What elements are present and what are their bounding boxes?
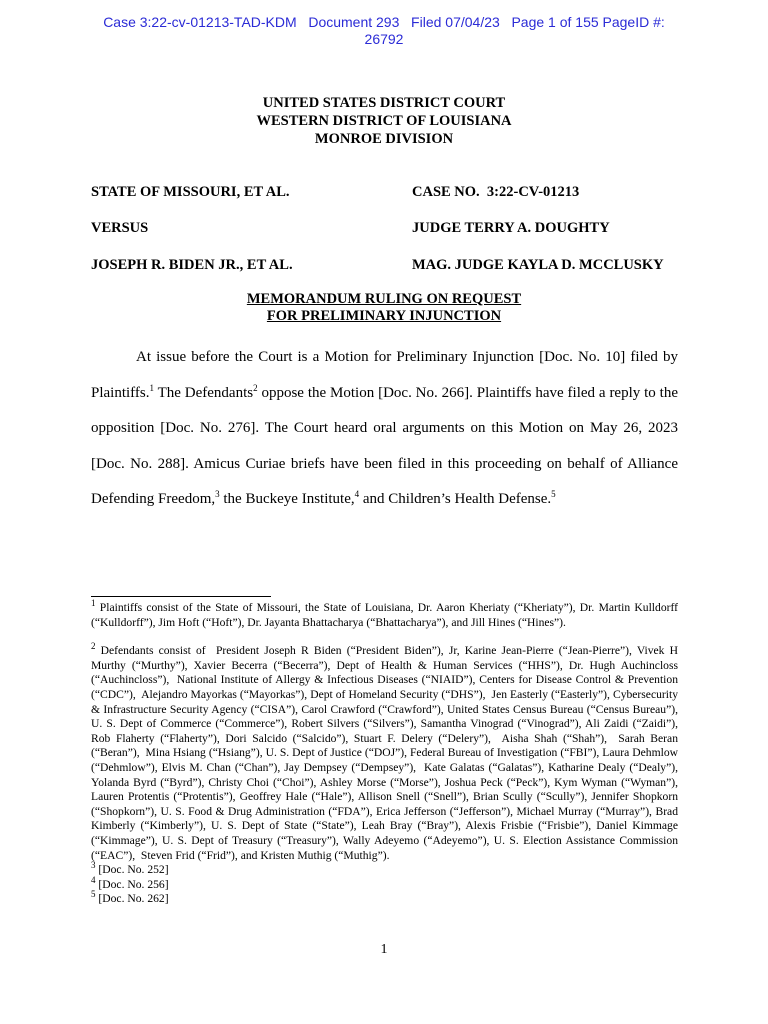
footnote-2: [91, 641, 681, 863]
memo-title-line-1: MEMORANDUM RULING ON REQUEST: [246, 291, 522, 307]
memo-title-line-2: FOR PRELIMINARY INJUNCTION: [266, 308, 502, 324]
versus-label: VERSUS: [91, 220, 149, 236]
footnote-text: Plaintiffs consist of the State of Missouri, the State of Louisiana, Dr. Aaron Kheriaty (“Kheriaty”), Dr. Martin Kulldorff (“Kulldorff”), Jim Hoft (“Hoft”), Dr. Jayanta Bhattacharya (“Bhattacharya”), and Jill Hines (“Hines”).: [91, 601, 681, 629]
footnote-separator: [91, 596, 271, 597]
court-district: WESTERN DISTRICT OF LOUISIANA: [256, 113, 512, 129]
footnote-text: Defendants consist of President Joseph R Biden (“President Biden”), Jr, Karine Jean-Pierre (“Jean-Pierre”), Vivek H Murthy (“Murthy”), Xavier Becerra (“Becerra”), Dept of Health & Human Services (“HHS”), Dr. Hugh Auchincloss (“Auchincloss”), National Institute of Allergy & Infectious Diseases (“NIAID”), Centers for Disease Control & Prevention (“CDC”), Alejandro Mayorkas (“Mayorkas”), Dept of Homeland Security (“DHS”), Jen Easterly (“Easterly”), Cybersecurity & Infrastructure Security Agency (“CISA”), Carol Crawford (“Crawford”), United States Census Bureau (“Census Bureau”), U. S. Dept of Commerce (“Commerce”), Robert Silvers (“Silvers”), Samantha Vinograd (“Vinograd”), Ali Zaidi (“Zaidi”), Rob Flaherty (“Flaherty”), Dori Salcido (“Salcido”), Stuart F. Delery (“Delery”), Aisha Shah (“Shah”), Sarah Beran (“Beran”), Mina Hsiang (“Hsiang”), U. S. Dept of Justice (“DOJ”), Federal Bureau of Investigation (“FBI”), Laura Dehmlow (“Dehmlow”), Elvis M. Chan (“Chan”), Jay Dempsey (“Dempsey”), Kate Galatas (“Galatas”), Katharine Dealy (“Dealy”), Yolanda Byrd (“Byrd”), Christy Choi (“Choi”), Ashley Morse (“Morse”), Joshua Peck (“Peck”), Kym Wyman (“Wyman”), Lauren Protentis (“Protentis”), Geoffrey Hale (“Hale”), Allison Snell (“Snell”), Brian Scully (“Scully”), Jennifer Shopkorn (“Shopkorn”), U. S. Food & Drug Administration (“FDA”), Erica Jefferson (“Jefferson”), Michael Murray (“Murray”), Brad Kimberly (“Kimberly”), U. S. Dept of State (“State”), Leah Bray (“Bray”), Alexis Frisbie (“Frisbie”), Daniel Kimmage (“Kimmage”), U. S. Dept of Treasury (“Treasury”), Wally Adeyemo (“Adeyemo”), U. S. Election Assistance Commission (“EAC”), Steven Frid (“Frid”), and Kristen Muthig (“Muthig”).: [91, 644, 681, 862]
court-heading: [0, 94, 768, 148]
defendant-caption: JOSEPH R. BIDEN JR., ET AL.: [91, 257, 293, 273]
footnote-number: 3: [91, 860, 96, 871]
body-text-segment: and Children’s Health Defense.: [359, 491, 552, 507]
footnote-number: 5: [91, 889, 96, 900]
footnote-3: [91, 860, 678, 878]
page-number: 1: [380, 942, 388, 957]
footnote-ref-1: 1: [149, 382, 154, 393]
footnote-text: [Doc. No. 262]: [95, 892, 169, 906]
footnote-text: [Doc. No. 256]: [95, 877, 169, 891]
footnote-4: [91, 874, 678, 893]
case-header-stamp: [0, 14, 768, 48]
opening-paragraph: [91, 340, 682, 518]
memorandum-title: [0, 291, 768, 325]
footnote-ref-2: 2: [253, 382, 258, 393]
court-division: MONROE DIVISION: [314, 131, 454, 147]
case-header-line-1: Case 3:22-cv-01213-TAD-KDM Document 293 Filed 07/04/23 Page 1 of 155 PageID #:: [103, 14, 665, 30]
footnote-text: [Doc. No. 252]: [95, 863, 169, 877]
footnote-ref-3: 3: [215, 489, 220, 499]
footnote-1: [91, 598, 681, 630]
court-name: UNITED STATES DISTRICT COURT: [262, 95, 506, 111]
case-header-line-2: 26792: [364, 31, 404, 47]
body-text-segment: the Buckeye Institute,: [219, 491, 355, 507]
body-text-segment: oppose the Motion [Doc. No. 266]. Plaintiffs have filed a reply to the opposition [Doc. No. 276]. The Court heard oral arguments on this Motion on May 26, 2023 [Doc. No. 288]. Amicus Curiae briefs have been filed in this proceeding on behalf of Alliance Defending Freedom,: [91, 384, 682, 507]
footnotes-section: [91, 598, 681, 907]
plaintiff-caption: STATE OF MISSOURI, ET AL.: [91, 184, 290, 200]
body-text-segment: The Defendants: [153, 384, 254, 401]
case-number: CASE NO. 3:22-CV-01213: [412, 184, 580, 200]
footnote-ref-5: 5: [551, 489, 556, 499]
footnote-number: 1: [91, 598, 96, 609]
magistrate-judge-name: MAG. JUDGE KAYLA D. MCCLUSKY: [412, 257, 664, 273]
footnote-number: 4: [91, 874, 96, 885]
footnote-number: 2: [91, 641, 96, 652]
body-paragraph: [91, 340, 682, 518]
footnote-5: [91, 889, 678, 907]
footnote-ref-4: 4: [354, 489, 360, 499]
judge-name: JUDGE TERRY A. DOUGHTY: [412, 220, 610, 236]
body-text-segment: At issue before the Court is a Motion for Preliminary Injunction [Doc. No. 10] filed by Plaintiffs.: [91, 349, 678, 401]
